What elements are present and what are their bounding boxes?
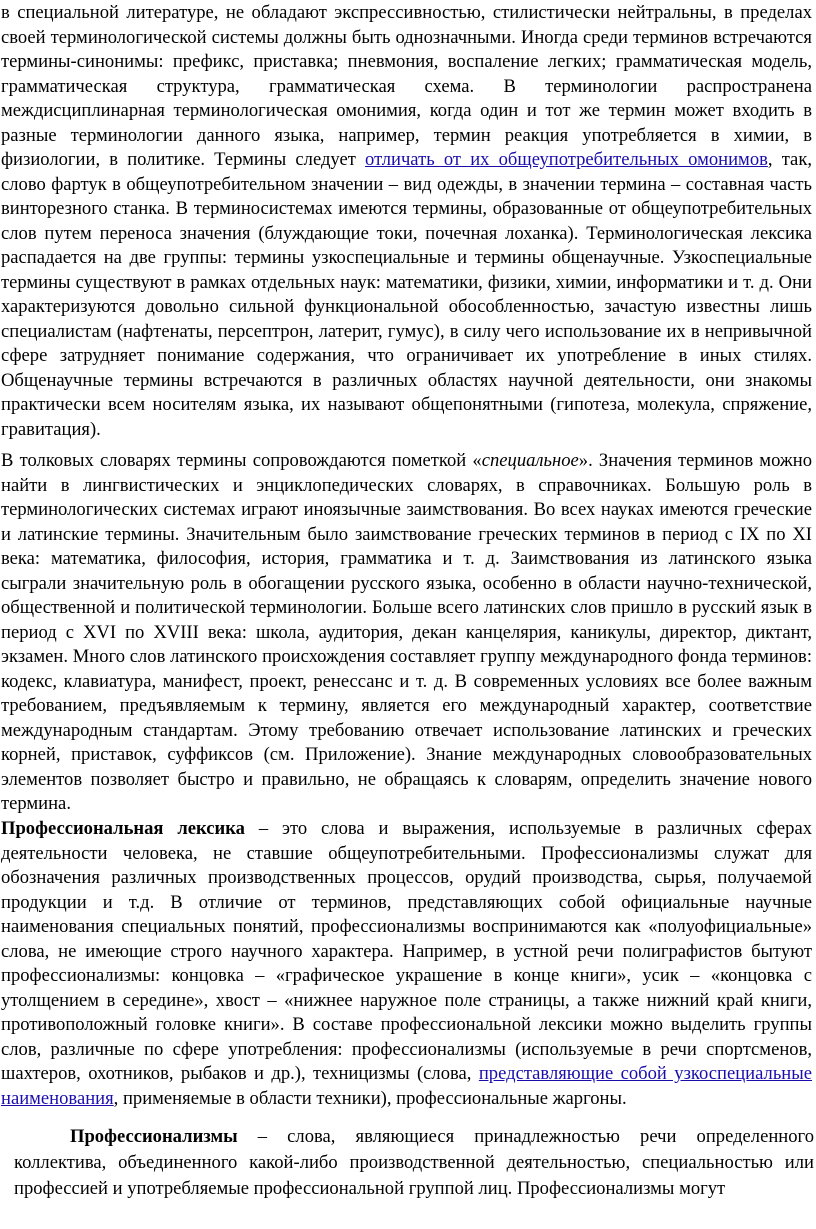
bold-term: Профессиональная лексика	[1, 818, 245, 839]
paragraph-text: , так, слово фартук в общеупотребительном значении – вид одежды, в значении термина – составная часть винторезного станка. В терминосистемах имеются термины, образованные от общеупотребительных слов путем переноса значения (блуждающие токи, почечная лоханка). Терминологическая лексика распадается на две группы: термины узкоспециальные и термины общенаучные. Узкоспециальные термины существуют в рамках отдельных наук: математики, физики, химии, информатики и т. д. Они характеризуются довольно сильной функциональной обособленностью, зачастую известны лишь специалистам (нафтенаты, персептрон, латерит, гумус), в силу чего использование их в непривычной сфере затрудняет понимание содержания, что ограничивает их употребление в иных стилях. Общенаучные термины встречаются в различных областях научной деятельности, они знакомы практически всем носителям языка, их называют общепонятными (гипотеза, молекула, спряжение, гравитация).	[1, 149, 812, 440]
paragraph-terminology	[0, 1, 816, 442]
paragraph-text: в специальной литературе, не обладают экспрессивностью, стилистически нейтральны, в пределах своей терминологической системы должны быть однозначными. Иногда среди терминов встречаются термины-синонимы: префикс, приставка; пневмония, воспаление легких; грамматическая модель, грамматическая структура, грамматическая схема. В терминологии распространена междисциплинарная терминологическая омонимия, когда один и тот же термин может входить в разные терминологии данного языка, например, термин реакция употребляется в химии, в физиологии, в политике. Термины следует	[1, 2, 812, 170]
bold-term: Профессионализмы	[70, 1126, 238, 1147]
paragraph-dictionaries	[0, 449, 816, 817]
link-homonyms[interactable]: отличать от их общеупотребительных омонимов	[365, 149, 768, 170]
paragraph-text: ». Значения терминов можно найти в лингвистических и энциклопедических словарях, в справочниках. Большую роль в терминологических системах играют иноязычные заимствования. Во всех науках имеются греческие и латинские термины. Значительным было заимствование греческих терминов в период с IX по XI века: математика, философия, история, грамматика и т. д. Заимствования из латинского языка сыграли значительную роль в обогащении русского языка, особенно в области научно-технической, общественной и политической терминологии. Больше всего латинских слов пришло в русский язык в период с XVI по XVIII века: школа, аудитория, декан канцелярия, каникулы, директор, диктант, экзамен. Много слов латинского происхождения составляет группу международного фонда терминов: кодекс, клавиатура, манифест, проект, ренессанс и т. д. В современных условиях все более важным требованием, предъявляемым к термину, является его международный характер, соответствие международным стандартам. Этому требованию отвечает использование латинских и греческих корней, приставок, суффиксов (см. Приложение). Знание международных словообразовательных элементов позволяет быстро и правильно, не обращаясь к словарям, определить значение нового термина.	[1, 450, 813, 814]
paragraph-text: – слова, являющиеся принадлежностью речи определенного коллектива, объединенного какой-либо производственной деятельностью, специальностью или профессией и употребляемые профессиональной группой лиц. Профессионализмы могут	[14, 1126, 814, 1199]
paragraph-professionalisms	[14, 1124, 814, 1202]
italic-label: специальное	[481, 450, 579, 471]
paragraph-text: – это слова и выражения, используемые в различных сферах деятельности человека, не ставшие общеупотребительными. Профессионализмы служат для обозначения различных производственных процессов, орудий производства, сырья, получаемой продукции и т.д. В отличие от терминов, представляющих собой официальные научные наименования специальных понятий, профессионализмы воспринимаются как «полуофициальные» слова, не имеющие строго научного характера. Например, в устной речи полиграфистов бытуют профессионализмы: концовка – «графическое украшение в конце книги», усик – «концовка с утолщением в середине», хвост – «нижнее наружное поле страницы, а также нижний край книги, противоположный головке книги». В составе профессиональной лексики можно выделить группы слов, различные по сфере употребления: профессионализмы (используемые в речи спортсменов, шахтеров, охотников, рыбаков и др.), техницизмы (слова,	[1, 818, 813, 1084]
paragraph-text: , применяемые в области техники), профессиональные жаргоны.	[113, 1087, 627, 1109]
link-narrow-names[interactable]: представляющие собой узкоспециальные наименования	[1, 1063, 812, 1109]
paragraph-text: В толковых словарях термины сопровождаются пометкой «	[1, 450, 482, 471]
paragraph-professional-lexicon	[0, 817, 816, 1111]
